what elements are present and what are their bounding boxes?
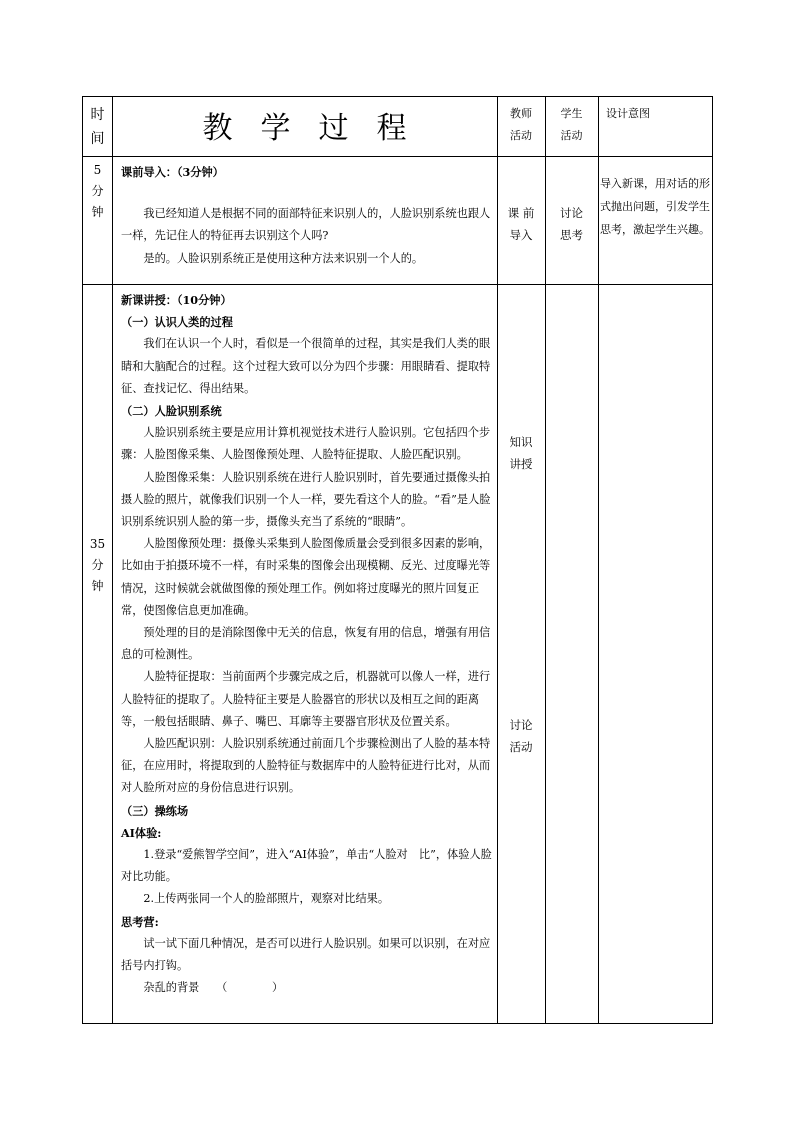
section-1-paragraph: 我们在认识一个人时，看似是一个很简单的过程，其实是我们人类的眼睛和大脑配合的过程。这个过程大致可以分为四个步骤：用眼睛看、提取特征、查找记忆、得出结果。 bbox=[121, 337, 491, 395]
ai-experience-step-1: 1.登录“爱熊智学空间”，进入“AI体验”，单击“人脸对 比”，体验人脸对比功能。 bbox=[121, 848, 492, 884]
section-2-paragraph-2: 人脸图像采集：人脸识别系统在进行人脸识别时，首先要通过摄像头拍摄人脸的照片，就像我们识别一个人一样，要先看这个人的脸。“看”是人脸识别系统识别人脸的第一步，摄像头充当了系统的“眼睛”。 bbox=[121, 470, 491, 529]
lesson-teacher-activity-2: 讨论 活动 bbox=[509, 718, 533, 754]
section-2-paragraph-3: 人脸图像预处理：摄像头采集到人脸图像质量会受到很多因素的影响，比如由于拍摄环境不一样，有时采集的图像会出现模糊、反光、过度曝光等情况，这时候就会就做图像的预处理工作。例如将过度曝光的照片回复正常，使图像信息更加准确。 bbox=[121, 537, 491, 617]
section-1-title: （一）认识人类的过程 bbox=[121, 315, 233, 330]
lesson-time: 35 分 钟 bbox=[89, 537, 106, 593]
intro-heading: 课前导入：（3分钟） bbox=[121, 165, 224, 179]
header-design-intent: 设计意图 bbox=[606, 107, 650, 120]
row-divider-intro bbox=[83, 284, 712, 285]
lesson-teacher-activity-1: 知识 讲授 bbox=[509, 435, 533, 471]
lesson-heading: 新课讲授：（10分钟） bbox=[121, 293, 232, 307]
section-2-paragraph-5: 人脸特征提取：当前面两个步骤完成之后，机器就可以像人一样，进行人脸特征的提取了。人脸特征主要是人脸器官的形状以及相互之间的距离等，一般包括眼睛、鼻子、嘴巴、耳廓等主要器官形状及位置关系。 bbox=[121, 670, 491, 728]
lesson-plan-table bbox=[82, 96, 713, 1024]
section-2-paragraph-6: 人脸匹配识别：人脸识别系统通过前面几个步骤检测出了人脸的基本特征，在应用时，将提取到的人脸特征与数据库中的人脸特征进行比对，从而对人脸所对应的身份信息进行识别。 bbox=[121, 737, 491, 795]
intro-paragraph-2: 是的。人脸识别系统正是使用这种方法来识别一个人的。 bbox=[143, 251, 424, 265]
section-2-paragraph-4: 预处理的目的是消除图像中无关的信息，恢复有用的信息，增强有用信息的可检测性。 bbox=[121, 626, 491, 662]
thinking-camp-title: 思考营: bbox=[121, 914, 159, 929]
ai-experience-title: AI体验: bbox=[121, 825, 162, 840]
header-process-title: 教学过程 bbox=[202, 111, 435, 146]
section-2-paragraph-1: 人脸识别系统主要是应用计算机视觉技术进行人脸识别。它包括四个步骤：人脸图像采集、人脸图像预处理、人脸特征提取、人脸匹配识别。 bbox=[121, 426, 491, 462]
intro-time: 5 分 钟 bbox=[91, 163, 104, 219]
intro-design-intent: 导入新课，用对话的形式抛出问题，引发学生思考，激起学生兴趣。 bbox=[600, 177, 710, 236]
ai-experience-step-2: 2.上传两张同一个人的脸部照片，观察对比结果。 bbox=[143, 892, 390, 906]
intro-student-activity: 讨论 思考 bbox=[560, 206, 583, 242]
thinking-camp-instruction: 试一试下面几种情况，是否可以进行人脸识别。如果可以识别，在对应括号内打钩。 bbox=[121, 936, 491, 973]
header-student-activity: 学生 活动 bbox=[560, 107, 583, 142]
row-divider-header bbox=[83, 156, 712, 157]
thinking-camp-item-1: 杂乱的背景 （ ） bbox=[143, 981, 284, 995]
header-time: 时 间 bbox=[90, 107, 105, 147]
lesson-content bbox=[121, 289, 496, 1000]
intro-content bbox=[121, 161, 496, 270]
header-teacher-activity: 教师 活动 bbox=[510, 107, 532, 142]
intro-paragraph-1: 我已经知道人是根据不同的面部特征来识别人的，人脸识别系统也跟人一样，先记住人的特征再去识别这个人吗? bbox=[121, 207, 491, 243]
section-2-title: （二）人脸识别系统 bbox=[121, 404, 222, 419]
column-divider-time bbox=[112, 97, 113, 1023]
intro-teacher-activity: 课 前 导入 bbox=[507, 206, 535, 242]
section-3-title: （三）操练场 bbox=[121, 803, 189, 818]
